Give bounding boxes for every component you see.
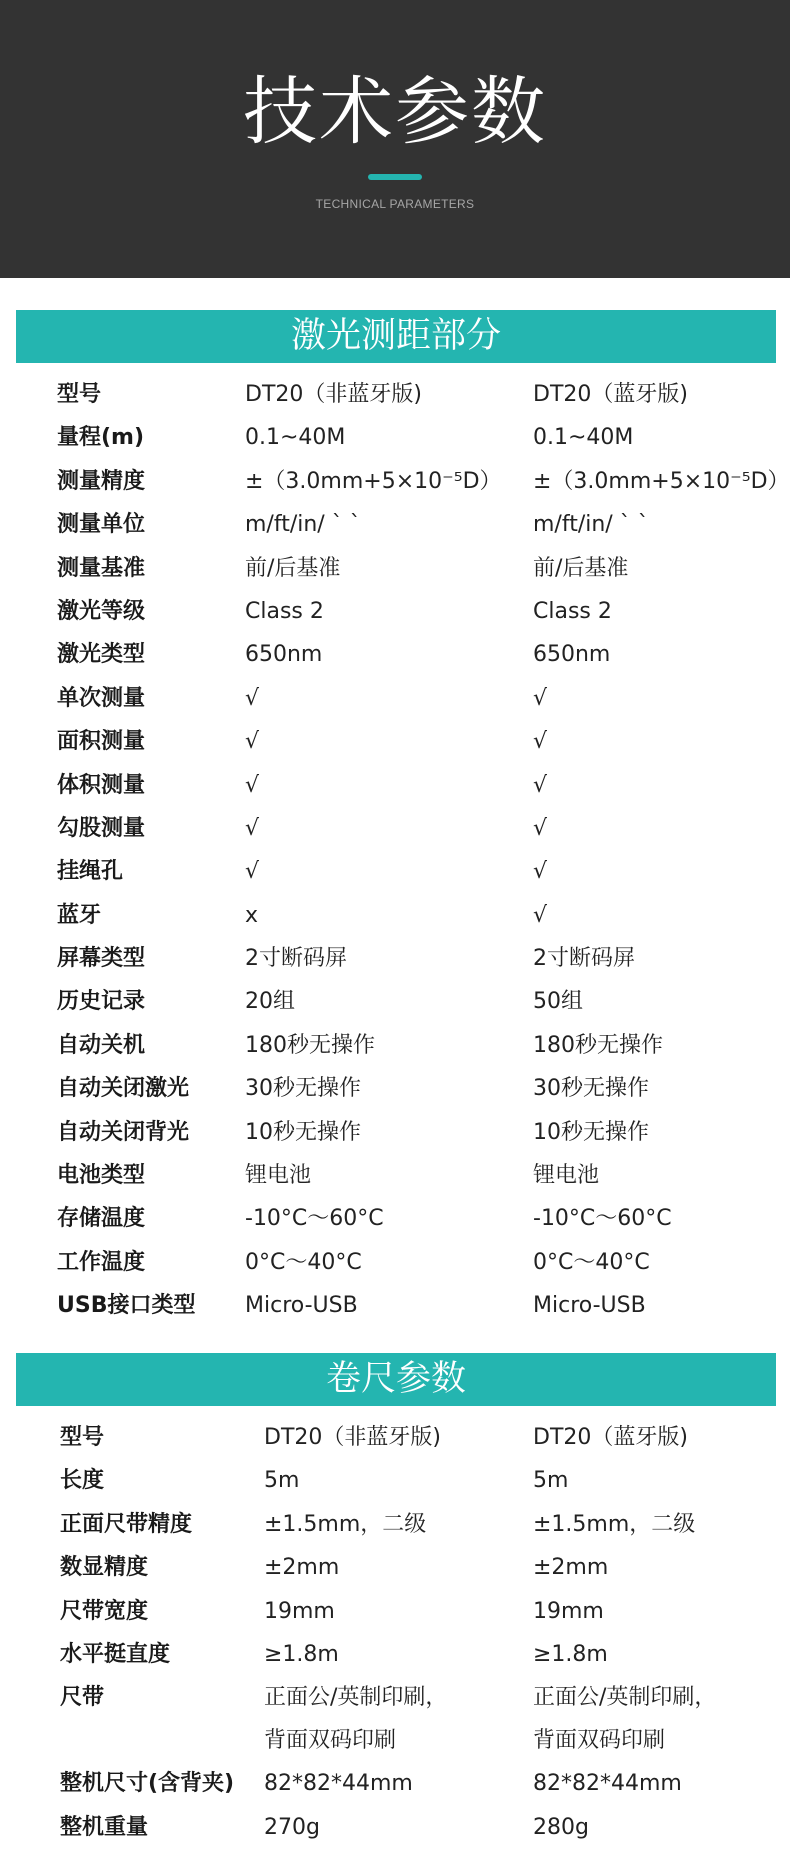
spec-value-standard: m/ft/in/ ˋ ˋ	[245, 512, 361, 538]
spec-row	[0, 1416, 790, 1459]
spec-value-line: 背面双码印刷	[264, 1728, 397, 1754]
spec-label: 整机尺寸(含背夹)	[60, 1771, 235, 1797]
spec-row	[0, 503, 790, 546]
spec-value-standard: -10°C～60°C	[245, 1206, 384, 1232]
spec-value-bluetooth: ±2mm	[533, 1555, 609, 1581]
spec-row	[0, 1067, 790, 1110]
spec-value-bluetooth: 前/后基准	[533, 555, 629, 581]
spec-row	[0, 1546, 790, 1589]
spec-value-bluetooth: 82*82*44mm	[533, 1771, 682, 1797]
spec-row	[0, 1762, 790, 1805]
spec-row	[0, 980, 790, 1023]
spec-value-bluetooth: Micro-USB	[533, 1293, 646, 1319]
spec-value-standard: x	[245, 902, 259, 928]
laser-spec-table	[0, 373, 790, 1328]
spec-value-bluetooth: 19mm	[533, 1598, 604, 1624]
spec-row	[0, 1197, 790, 1240]
spec-value-bluetooth: 50组	[533, 989, 583, 1015]
spec-value-bluetooth: √	[533, 772, 548, 798]
spec-value-bluetooth: 2寸断码屏	[533, 946, 635, 972]
spec-row	[0, 1284, 790, 1327]
spec-label: 屏幕类型	[57, 946, 146, 972]
spec-row	[0, 1241, 790, 1284]
spec-label: 自动关机	[57, 1032, 146, 1058]
spec-value-bluetooth: 0.1~40M	[533, 425, 634, 451]
spec-value-bluetooth: √	[533, 815, 548, 841]
page-subtitle: TECHNICAL PARAMETERS	[315, 197, 475, 211]
spec-value-bluetooth: 0°C～40°C	[533, 1249, 650, 1275]
spec-value-standard: 30秒无操作	[245, 1076, 361, 1102]
spec-label: 数显精度	[60, 1555, 149, 1581]
spec-value-standard: 10秒无操作	[245, 1119, 361, 1145]
title-accent-bar	[368, 174, 422, 180]
spec-label: 水平挺直度	[60, 1641, 171, 1667]
spec-value-standard: DT20（非蓝牙版)	[245, 382, 422, 407]
spec-value-bluetooth: 锂电池	[533, 1163, 600, 1189]
spec-value-standard: 82*82*44mm	[264, 1771, 413, 1797]
spec-value-bluetooth: 650nm	[533, 642, 611, 668]
spec-label: 正面尺带精度	[60, 1511, 193, 1537]
spec-row	[0, 764, 790, 807]
spec-value-standard: √	[245, 815, 260, 841]
spec-row	[0, 1459, 790, 1502]
spec-label: 型号	[57, 382, 102, 407]
spec-value-bluetooth: √	[533, 902, 548, 928]
spec-value-standard: ±（3.0mm+5×10⁻⁵D）	[245, 468, 502, 494]
spec-row	[0, 807, 790, 850]
spec-label: 历史记录	[57, 989, 146, 1015]
spec-label: 测量精度	[57, 468, 146, 494]
section-header-tape: 卷尺参数	[16, 1353, 776, 1406]
spec-label: 存储温度	[57, 1206, 146, 1232]
spec-value-standard: √	[245, 859, 260, 885]
spec-row	[0, 590, 790, 633]
spec-value-line: 正面公/英制印刷，	[264, 1685, 448, 1711]
spec-value-standard: 2寸断码屏	[245, 946, 347, 972]
spec-row	[0, 937, 790, 980]
spec-value-standard: 5m	[264, 1468, 300, 1494]
spec-label: 自动关闭激光	[57, 1076, 190, 1102]
spec-value-bluetooth: 30秒无操作	[533, 1076, 649, 1102]
spec-label: 整机重量	[60, 1814, 149, 1840]
spec-value-standard: 650nm	[245, 642, 323, 668]
spec-row	[0, 1503, 790, 1546]
spec-label: 激光类型	[57, 642, 146, 668]
spec-label: 挂绳孔	[57, 859, 124, 885]
spec-value-bluetooth: 5m	[533, 1468, 569, 1494]
spec-value-standard: 180秒无操作	[245, 1032, 375, 1058]
spec-value-bluetooth: Class 2	[533, 598, 612, 624]
spec-value-bluetooth: -10°C～60°C	[533, 1206, 672, 1232]
spec-row	[0, 720, 790, 763]
header-banner	[0, 0, 790, 278]
spec-row	[0, 1024, 790, 1067]
spec-row	[0, 1633, 790, 1676]
spec-label: 长度	[60, 1468, 105, 1494]
spec-value-standard	[264, 1676, 447, 1762]
spec-row	[0, 633, 790, 676]
spec-value-standard: 270g	[264, 1814, 320, 1840]
spec-row	[0, 373, 790, 416]
spec-value-bluetooth: ±1.5mm，二级	[533, 1511, 696, 1537]
spec-value-standard: 19mm	[264, 1598, 335, 1624]
spec-row	[0, 1590, 790, 1633]
spec-value-standard: 20组	[245, 989, 295, 1015]
spec-value-standard: 0.1~40M	[245, 425, 346, 451]
spec-label: 面积测量	[57, 729, 146, 755]
spec-row	[0, 460, 790, 503]
spec-label: 电池类型	[57, 1163, 146, 1189]
spec-label: 型号	[60, 1425, 105, 1450]
spec-value-standard: Micro-USB	[245, 1293, 358, 1319]
spec-label: 尺带宽度	[60, 1598, 149, 1624]
page-title: 技术参数	[243, 69, 547, 155]
spec-value-standard: DT20（非蓝牙版)	[264, 1425, 441, 1450]
spec-value-bluetooth: 10秒无操作	[533, 1119, 649, 1145]
spec-label: 量程(m)	[57, 425, 145, 451]
spec-row	[0, 416, 790, 459]
spec-label: USB接口类型	[57, 1293, 196, 1319]
spec-value-line: 正面公/英制印刷，	[533, 1685, 717, 1711]
spec-value-bluetooth: DT20（蓝牙版)	[533, 1425, 688, 1450]
spec-label: 测量基准	[57, 555, 146, 581]
spec-row	[0, 547, 790, 590]
spec-value-standard: ±2mm	[264, 1555, 340, 1581]
section-header-laser: 激光测距部分	[16, 310, 776, 363]
spec-value-standard: ≥1.8m	[264, 1641, 339, 1667]
spec-value-bluetooth: ≥1.8m	[533, 1641, 608, 1667]
spec-value-standard: √	[245, 729, 260, 755]
spec-label: 单次测量	[57, 685, 146, 711]
spec-value-bluetooth: √	[533, 685, 548, 711]
spec-value-standard: 锂电池	[245, 1163, 312, 1189]
spec-row	[0, 1111, 790, 1154]
spec-row	[0, 1676, 790, 1762]
spec-label: 自动关闭背光	[57, 1119, 190, 1145]
spec-value-bluetooth: √	[533, 859, 548, 885]
spec-label: 勾股测量	[57, 815, 146, 841]
spec-value-bluetooth: 280g	[533, 1814, 589, 1840]
spec-row	[0, 1806, 790, 1849]
spec-label: 蓝牙	[57, 902, 102, 928]
spec-row	[0, 677, 790, 720]
spec-value-line: 背面双码印刷	[533, 1728, 666, 1754]
spec-label: 体积测量	[57, 772, 146, 798]
spec-label: 测量单位	[57, 512, 146, 538]
spec-label: 工作温度	[57, 1249, 146, 1275]
spec-value-bluetooth: DT20（蓝牙版)	[533, 382, 688, 407]
spec-value-bluetooth	[533, 1676, 716, 1762]
spec-value-standard: √	[245, 685, 260, 711]
spec-row	[0, 850, 790, 893]
spec-value-standard: 0°C～40°C	[245, 1249, 362, 1275]
spec-label: 激光等级	[57, 598, 146, 624]
spec-value-standard: ±1.5mm，二级	[264, 1511, 427, 1537]
tape-spec-table	[0, 1416, 790, 1849]
spec-label: 尺带	[60, 1685, 105, 1711]
spec-value-standard: Class 2	[245, 598, 324, 624]
spec-value-standard: 前/后基准	[245, 555, 341, 581]
spec-value-bluetooth: √	[533, 729, 548, 755]
spec-row	[0, 1154, 790, 1197]
spec-value-bluetooth: 180秒无操作	[533, 1032, 663, 1058]
spec-value-bluetooth: m/ft/in/ ˋ ˋ	[533, 512, 649, 538]
spec-value-standard: √	[245, 772, 260, 798]
spec-row	[0, 894, 790, 937]
spec-value-bluetooth: ±（3.0mm+5×10⁻⁵D）	[533, 468, 790, 494]
